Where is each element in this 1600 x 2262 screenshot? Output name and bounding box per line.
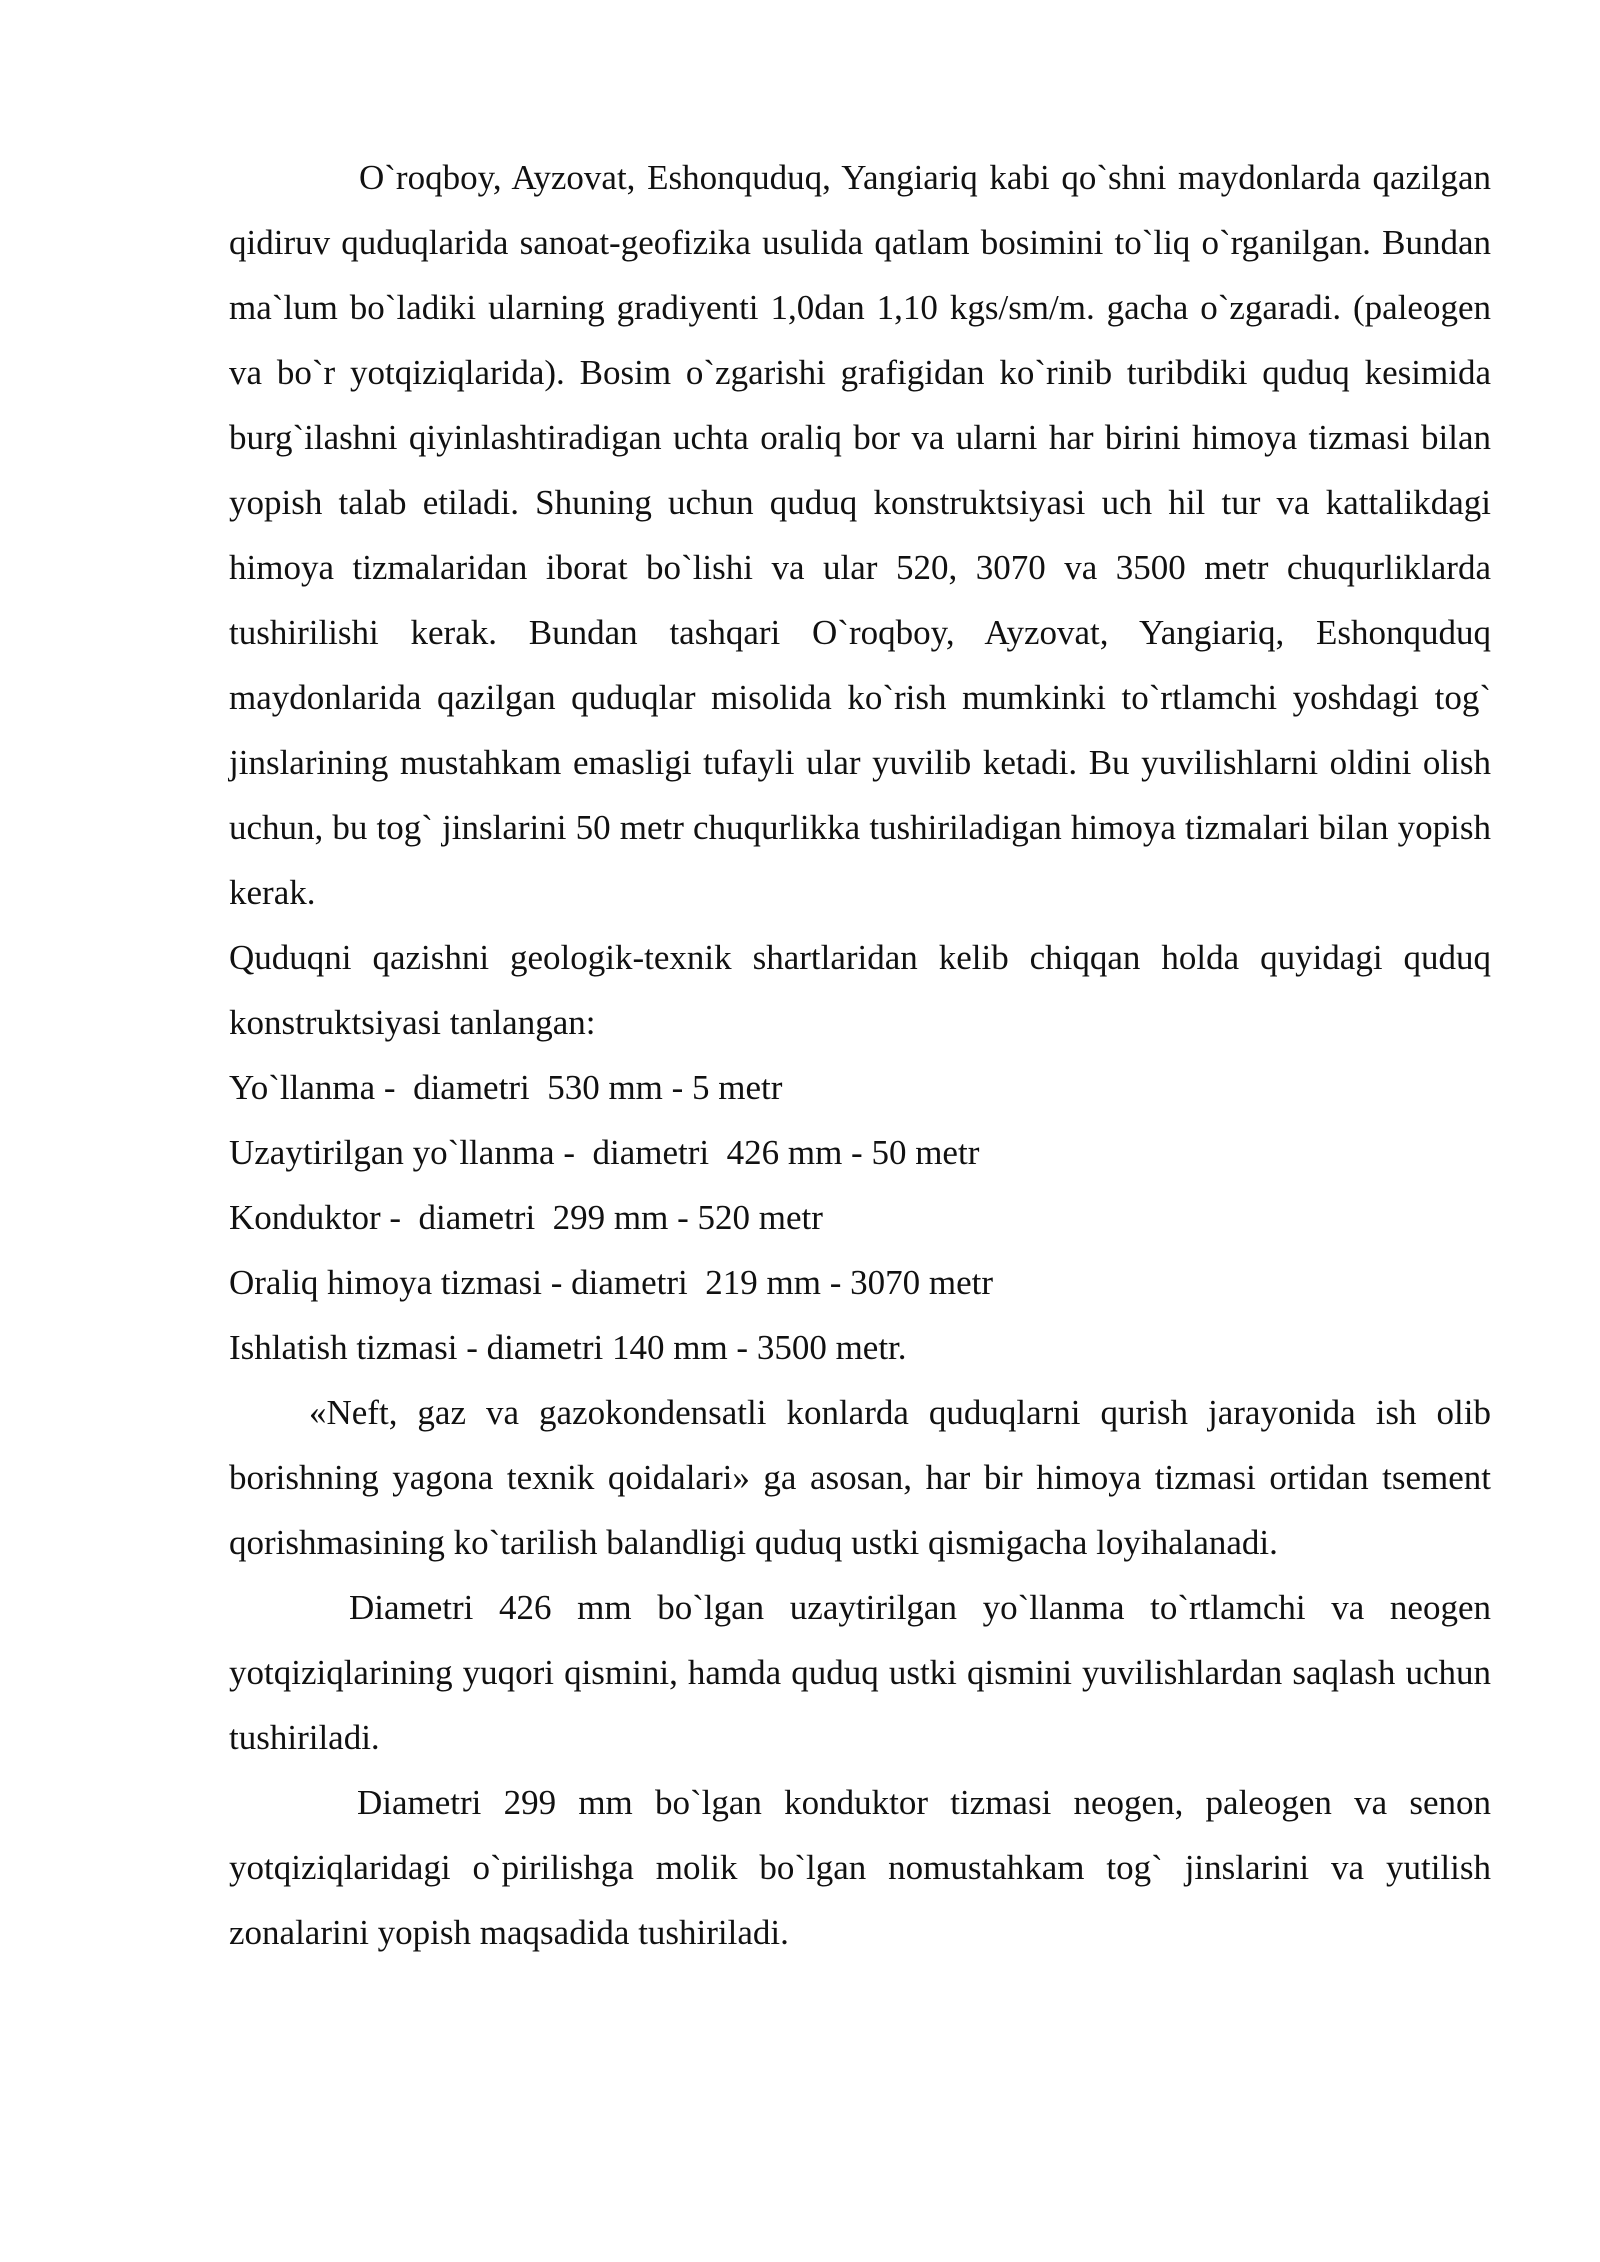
document-page (229, 145, 1491, 1965)
paragraph-construction-intro: Quduqni qazishni geologik-texnik shartlaridan kelib chiqqan holda quyidagi quduq konstruktsiyasi tanlangan: (229, 938, 1491, 1042)
paragraph-299mm-casing: Diametri 299 mm bo`lgan konduktor tizmasi neogen, paleogen va senon yotqiziqlaridagi o`pirilishga molik bo`lgan nomustahkam tog` jinslarini va yutilish zonalarini yopish maqsadida tushiriladi. (229, 1783, 1491, 1952)
casing-item-intermediate: Oraliq himoya tizmasi - diametri 219 mm - 3070 metr (229, 1263, 994, 1302)
casing-item-konduktor: Konduktor - diametri 299 mm - 520 metr (229, 1198, 823, 1237)
paragraph-cement-rules: «Neft, gaz va gazokondensatli konlarda quduqlarni qurish jarayonida ish olib borishning yagona texnik qoidalari» ga asosan, har bir himoya tizmasi ortidan tsement qorishmasining ko`tarilish balandligi quduq ustki qismigacha loyihalanadi. (229, 1393, 1491, 1562)
casing-item-conductor-guide: Yo`llanma - diametri 530 mm - 5 metr (229, 1068, 783, 1107)
paragraph-426mm-casing: Diametri 426 mm bo`lgan uzaytirilgan yo`llanma to`rtlamchi va neogen yotqiziqlarining yuqori qismini, hamda quduq ustki qismini yuvilishlardan saqlash uchun tushiriladi. (229, 1588, 1491, 1757)
casing-item-production: Ishlatish tizmasi - diametri 140 mm - 3500 metr. (229, 1328, 907, 1367)
casing-list (229, 1055, 1491, 1380)
casing-item-extended-guide: Uzaytirilgan yo`llanma - diametri 426 mm - 50 metr (229, 1133, 980, 1172)
paragraph-pressure-study: O`roqboy, Ayzovat, Eshonquduq, Yangiariq kabi qo`shni maydonlarda qazilgan qidiruv quduqlarida sanoat-geofizika usulida qatlam bosimini to`liq o`rganilgan. Bundan ma`lum bo`ladiki ularning gradiyenti 1,0dan 1,10 kgs/sm/m. gacha o`zgaradi. (paleogen va bo`r yotqiziqlarida). Bosim o`zgarishi grafigidan ko`rinib turibdiki quduq kesimida burg`ilashni qiyinlashtiradigan uchta oraliq bor va ularni har birini himoya tizmasi bilan yopish talab etiladi. Shuning uchun quduq konstruktsiyasi uch hil tur va kattalikdagi himoya tizmalaridan iborat bo`lishi va ular 520, 3070 va 3500 metr chuqurliklarda tushirilishi kerak. Bundan tashqari O`roqboy, Ayzovat, Yangiariq, Eshonquduq maydonlarida qazilgan quduqlar misolida ko`rish mumkinki to`rtlamchi yoshdagi tog` jinslarining mustahkam emasligi tufayli ular yuvilib ketadi. Bu yuvilishlarni oldini olish uchun, bu tog` jinslarini 50 metr chuqurlikka tushiriladigan himoya tizmalari bilan yopish kerak. (229, 158, 1491, 912)
